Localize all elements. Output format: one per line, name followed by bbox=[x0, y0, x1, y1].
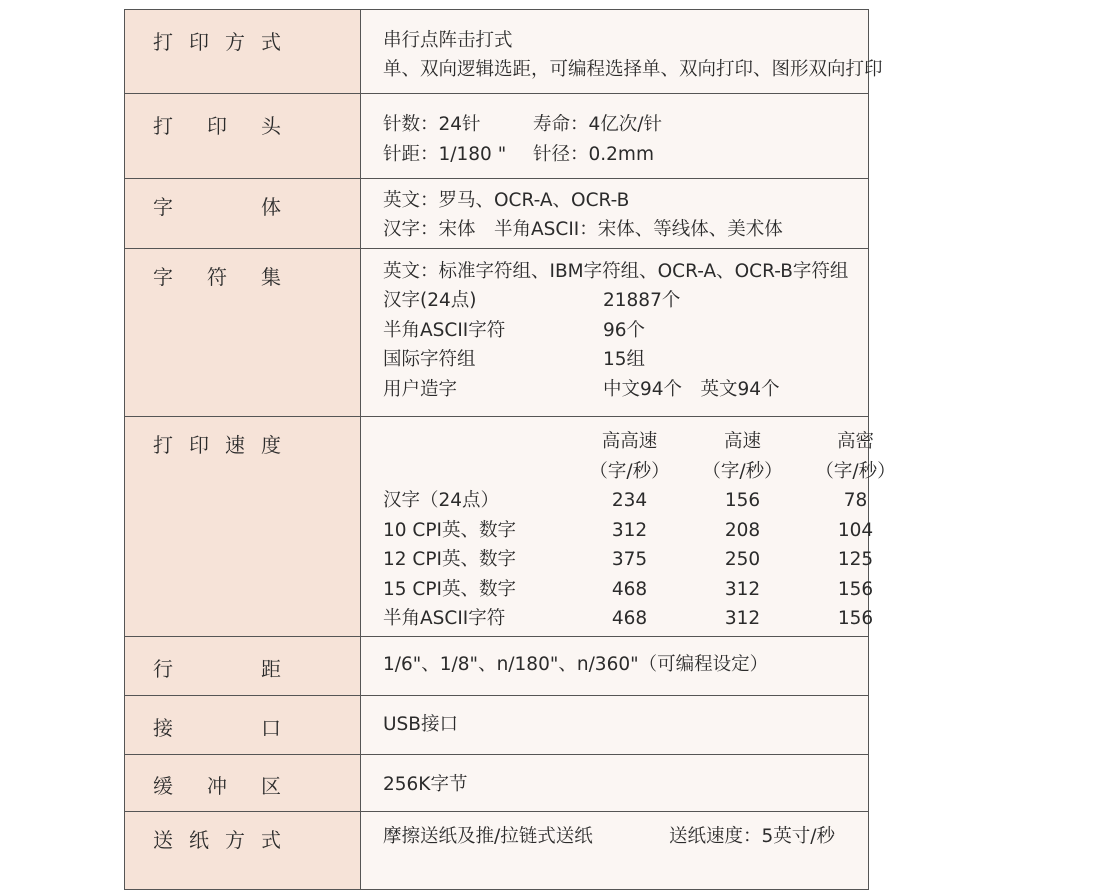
label-print-head bbox=[125, 94, 361, 179]
charset-grid bbox=[383, 286, 868, 404]
value-paper-feed bbox=[361, 812, 869, 890]
label-char: 接 bbox=[153, 716, 173, 740]
row-print-speed bbox=[125, 417, 869, 637]
speed-row-label: 12 CPI英、数字 bbox=[383, 549, 516, 570]
pin-count: 针数：24针 bbox=[383, 114, 481, 135]
charset-count: 15组 bbox=[603, 349, 646, 370]
label-char: 印 bbox=[207, 114, 227, 138]
line-spacing-value: 1/6"、1/8"、n/180"、n/360"（可编程设定） bbox=[383, 654, 769, 675]
charset-name: 汉字(24点) bbox=[383, 290, 477, 311]
charset-count: 96个 bbox=[603, 319, 646, 341]
label-char: 区 bbox=[261, 774, 281, 798]
label-charset bbox=[125, 249, 361, 417]
speed-value: 234 bbox=[611, 490, 648, 511]
value-print-method bbox=[361, 10, 883, 94]
label-char: 式 bbox=[261, 828, 281, 852]
speed-row-label: 汉字（24点） bbox=[383, 490, 500, 511]
speed-value: 375 bbox=[611, 549, 648, 570]
label-char: 打 bbox=[153, 114, 173, 138]
speed-value: 156 bbox=[837, 608, 874, 629]
text-line: 英文：罗马、OCR-A、OCR-B bbox=[383, 190, 630, 211]
paper-feed-speed: 送纸速度：5英寸/秒 bbox=[669, 826, 836, 847]
label-char: 体 bbox=[261, 195, 281, 219]
label-char: 冲 bbox=[207, 774, 227, 798]
label-char: 字 bbox=[153, 195, 173, 219]
value-print-head bbox=[361, 94, 869, 179]
paper-feed-line bbox=[383, 822, 868, 851]
speed-header: （字/秒） bbox=[589, 460, 670, 482]
speed-value: 468 bbox=[611, 578, 648, 600]
value-charset bbox=[361, 249, 869, 417]
label-char: 字 bbox=[153, 265, 173, 289]
text-line: 英文：标准字符组、IBM字符组、OCR-A、OCR-B字符组 bbox=[383, 261, 849, 282]
speed-header bbox=[383, 457, 573, 487]
row-buffer bbox=[125, 755, 869, 812]
spec-table bbox=[124, 9, 896, 890]
row-interface bbox=[125, 696, 869, 755]
text-line: 单、双向逻辑选距，可编程选择单、双向打印、图形双向打印 bbox=[383, 59, 883, 80]
label-paper-feed bbox=[125, 812, 361, 890]
speed-header bbox=[383, 427, 573, 457]
label-char: 缓 bbox=[153, 774, 173, 798]
speed-header: 高速 bbox=[723, 431, 761, 452]
label-char: 打 bbox=[153, 433, 173, 457]
speed-value: 250 bbox=[724, 549, 761, 570]
row-print-method bbox=[125, 10, 869, 94]
label-char: 度 bbox=[261, 433, 281, 457]
charset-name: 半角ASCII字符 bbox=[383, 319, 506, 341]
label-print-speed bbox=[125, 417, 361, 637]
speed-value: 312 bbox=[724, 578, 761, 600]
label-char: 方 bbox=[225, 828, 245, 852]
label-char: 方 bbox=[225, 30, 245, 54]
speed-value: 78 bbox=[843, 490, 868, 511]
lifespan: 寿命：4亿次/针 bbox=[533, 114, 663, 135]
charset-name: 用户造字 bbox=[383, 378, 458, 400]
speed-header: （字/秒） bbox=[702, 460, 783, 482]
value-print-speed bbox=[361, 417, 896, 637]
label-char: 速 bbox=[225, 433, 245, 457]
label-fonts bbox=[125, 179, 361, 249]
text-line: 汉字：宋体 半角ASCII：宋体、等线体、美术体 bbox=[383, 219, 783, 240]
label-line-spacing bbox=[125, 637, 361, 696]
label-char: 式 bbox=[261, 30, 281, 54]
label-char: 印 bbox=[189, 30, 209, 54]
label-char: 头 bbox=[261, 114, 281, 138]
speed-row-label: 15 CPI英、数字 bbox=[383, 578, 516, 600]
speed-header: 高高速 bbox=[601, 431, 658, 452]
charset-name: 国际字符组 bbox=[383, 349, 476, 370]
label-char: 印 bbox=[189, 433, 209, 457]
label-char: 送 bbox=[153, 828, 173, 852]
row-fonts bbox=[125, 179, 869, 249]
value-fonts bbox=[361, 179, 869, 249]
speed-value: 312 bbox=[611, 519, 648, 541]
text-line: 串行点阵击打式 bbox=[383, 30, 513, 51]
label-interface bbox=[125, 696, 361, 755]
row-charset bbox=[125, 249, 869, 417]
value-line-spacing bbox=[361, 637, 869, 696]
pin-pitch: 针距：1/180 " bbox=[383, 143, 507, 165]
label-char: 纸 bbox=[189, 828, 209, 852]
paper-feed-method: 摩擦送纸及推/拉链式送纸 bbox=[383, 826, 593, 847]
row-print-head bbox=[125, 94, 869, 179]
label-char: 口 bbox=[261, 716, 281, 740]
speed-value: 104 bbox=[837, 519, 874, 541]
charset-count: 21887个 bbox=[603, 290, 681, 311]
row-line-spacing bbox=[125, 637, 869, 696]
buffer-value: 256K字节 bbox=[383, 774, 468, 795]
label-buffer bbox=[125, 755, 361, 812]
speed-value: 312 bbox=[724, 608, 761, 629]
speed-table bbox=[383, 427, 896, 634]
row-paper-feed bbox=[125, 812, 869, 890]
label-char: 距 bbox=[261, 657, 281, 681]
label-char: 符 bbox=[207, 265, 227, 289]
label-char: 行 bbox=[153, 657, 173, 681]
interface-value: USB接口 bbox=[383, 714, 458, 735]
print-head-grid bbox=[383, 110, 868, 169]
speed-header: 高密 bbox=[836, 431, 874, 452]
value-interface bbox=[361, 696, 869, 755]
speed-value: 208 bbox=[724, 519, 761, 541]
label-char: 集 bbox=[261, 265, 281, 289]
label-print-method bbox=[125, 10, 361, 94]
speed-row-label: 半角ASCII字符 bbox=[383, 608, 506, 629]
speed-value: 468 bbox=[611, 608, 648, 629]
speed-value: 156 bbox=[837, 578, 874, 600]
speed-row-label: 10 CPI英、数字 bbox=[383, 519, 516, 541]
pin-diameter: 针径：0.2mm bbox=[533, 143, 654, 165]
label-char: 打 bbox=[153, 30, 173, 54]
speed-value: 125 bbox=[837, 549, 874, 570]
value-buffer bbox=[361, 755, 869, 812]
speed-value: 156 bbox=[724, 490, 761, 511]
speed-header: （字/秒） bbox=[815, 460, 896, 482]
charset-count: 中文94个 英文94个 bbox=[603, 378, 780, 400]
